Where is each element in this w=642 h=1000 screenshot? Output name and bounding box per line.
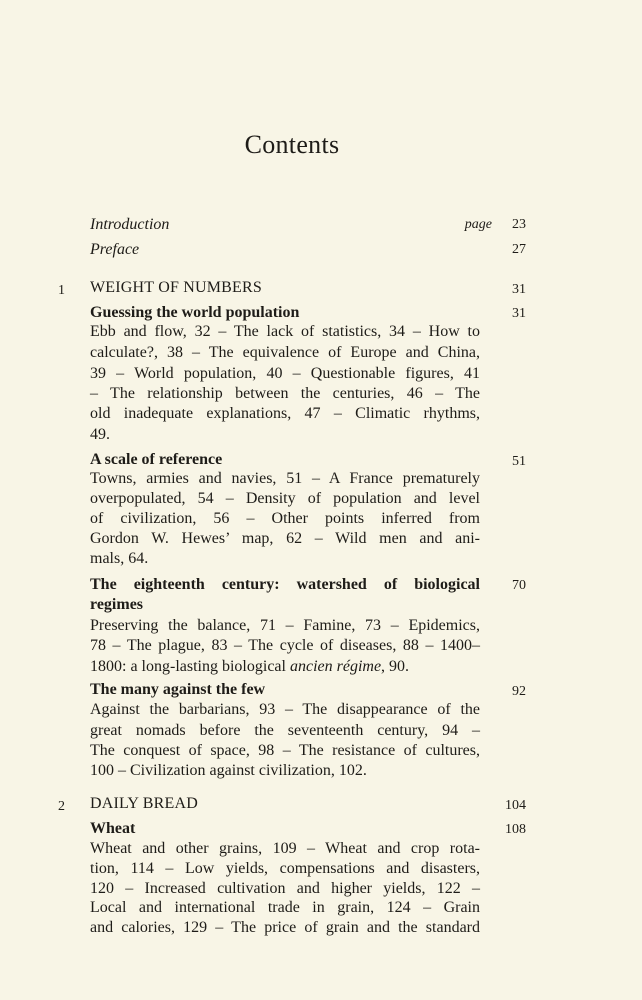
section-line: 100 – Civilization against civilization, 102. <box>90 762 367 779</box>
section-line: mals, 64. <box>90 550 149 567</box>
section-line: 78 – The plague, 83 – The cycle of diseases, 88 – 1400– <box>90 637 480 654</box>
toc-entry-introduction[interactable]: Introduction <box>90 216 170 233</box>
section-title[interactable]: The many against the few <box>90 681 266 698</box>
section-title[interactable]: A scale of reference <box>90 451 223 468</box>
page-number: 92 <box>512 684 526 699</box>
section-line: Towns, armies and navies, 51 – A France prematurely <box>90 470 480 487</box>
chapter-number: 1 <box>58 283 65 298</box>
section-line: 120 – Increased cultivation and higher yields, 122 – <box>90 880 480 897</box>
chapter-number: 2 <box>58 799 65 814</box>
page-number: 31 <box>512 306 526 321</box>
section-line: Against the barbarians, 93 – The disappearance of the <box>90 701 480 718</box>
section-line: 1800: a long-lasting biological <box>90 658 286 675</box>
page-number: 31 <box>512 282 526 297</box>
page-title: Contents <box>244 130 340 159</box>
section-line: – The relationship between the centuries, 46 – The <box>90 385 480 402</box>
section-line: 49. <box>90 426 110 443</box>
section-line: Ebb and flow, 32 – The lack of statistics, 34 – How to <box>90 323 480 340</box>
section-line: and calories, 129 – The price of grain and the standard <box>90 919 480 936</box>
section-line-last <box>90 658 480 676</box>
page-number: 23 <box>512 217 526 232</box>
page-label: page <box>464 217 492 232</box>
page-number: 108 <box>505 822 526 837</box>
chapter-title[interactable]: WEIGHT OF NUMBERS <box>90 279 263 296</box>
section-title[interactable]: Guessing the world population <box>90 304 300 321</box>
section-line-end: , 90. <box>381 658 410 675</box>
page-number: 70 <box>512 578 526 593</box>
italic-phrase: ancien régime <box>289 658 382 675</box>
section-line: overpopulated, 54 – Density of population and level <box>90 490 480 507</box>
section-line: Gordon W. Hewes’ map, 62 – Wild men and ani- <box>90 530 480 547</box>
section-title[interactable]: The eighteenth century: watershed of biological <box>90 576 480 593</box>
page-number: 51 <box>512 454 526 469</box>
toc-entry-preface[interactable]: Preface <box>90 241 140 258</box>
section-line: old inadequate explanations, 47 – Climatic rhythms, <box>90 405 480 422</box>
section-title[interactable]: Wheat <box>90 820 136 837</box>
section-line: 39 – World population, 40 – Questionable figures, 41 <box>90 365 480 382</box>
section-line: Preserving the balance, 71 – Famine, 73 – Epidemics, <box>90 617 480 634</box>
section-line: of civilization, 56 – Other points inferred from <box>90 510 480 527</box>
section-line: tion, 114 – Low yields, compensations and disasters, <box>90 860 480 877</box>
section-line: great nomads before the seventeenth century, 94 – <box>90 722 480 739</box>
page-number: 104 <box>505 798 526 813</box>
section-line: Local and international trade in grain, 124 – Grain <box>90 899 480 916</box>
section-title-continued[interactable]: regimes <box>90 596 144 613</box>
chapter-title[interactable]: DAILY BREAD <box>90 795 198 812</box>
section-line: The conquest of space, 98 – The resistance of cultures, <box>90 742 480 759</box>
page-number: 27 <box>512 242 526 257</box>
section-line: calculate?, 38 – The equivalence of Europe and China, <box>90 344 480 361</box>
section-line: Wheat and other grains, 109 – Wheat and crop rota- <box>90 840 480 857</box>
